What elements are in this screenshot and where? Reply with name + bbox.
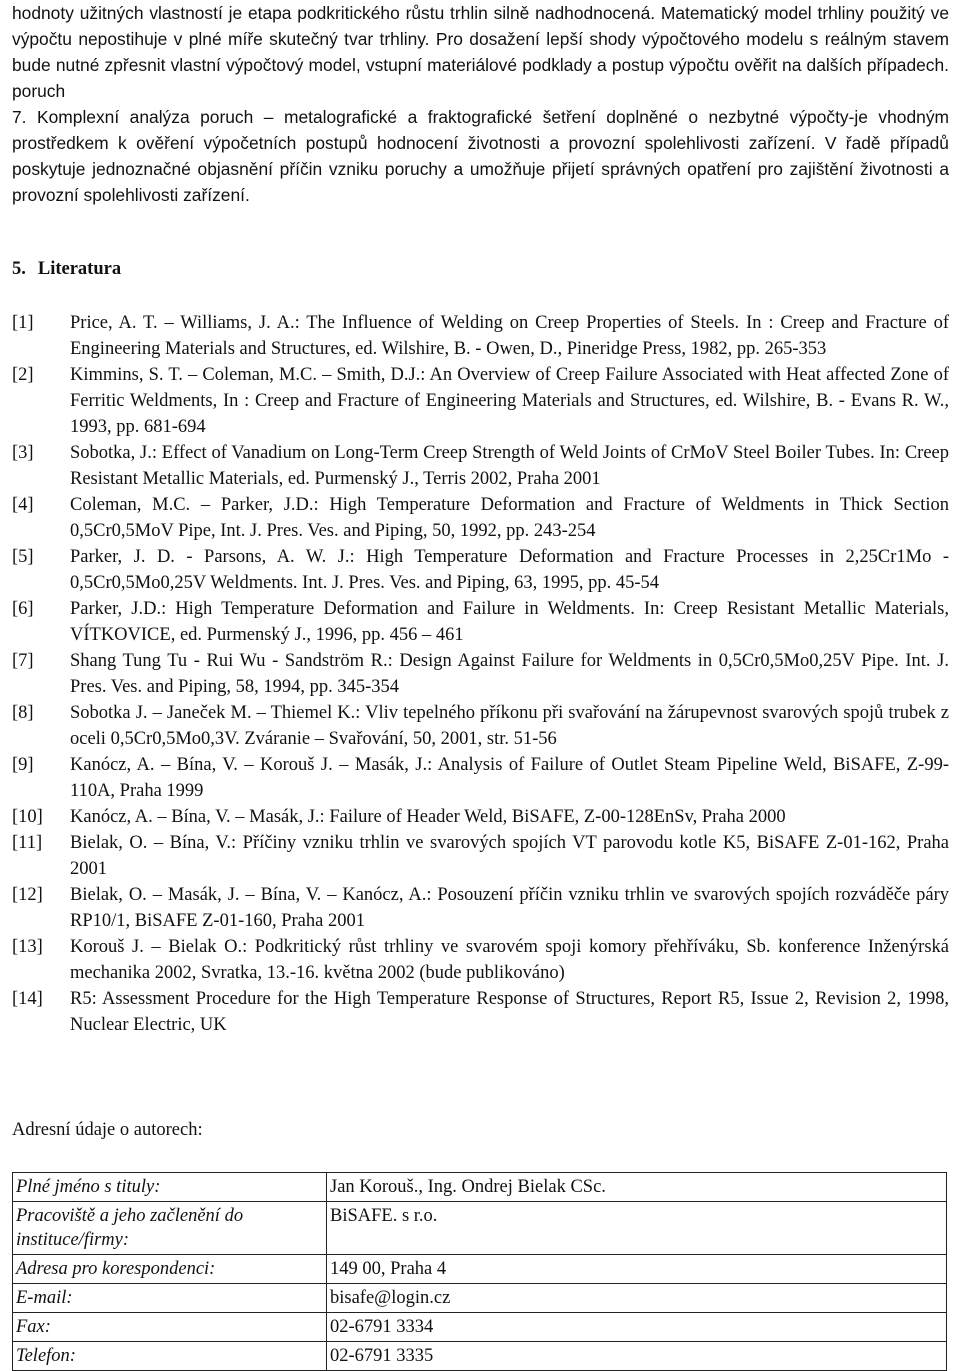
contact-value: Jan Korouš., Ing. Ondrej Bielak CSc. (327, 1173, 947, 1202)
reference-item (12, 362, 949, 440)
reference-text: Parker, J. D. - Parsons, A. W. J.: High Temperature Deformation and Fracture Processes in 2,25Cr1Mo - 0,5Cr0,5Mo0,25V Weldments. Int. J. Pres. Ves. and Piping, 63, 1995, pp. 45-54 (70, 547, 949, 593)
contact-value: 02-6791 3335 (327, 1342, 947, 1371)
contact-value: bisafe@login.cz (327, 1284, 947, 1313)
table-row (13, 1284, 947, 1313)
reference-number: [10] (12, 807, 43, 827)
reference-text: Price, A. T. – Williams, J. A.: The Influence of Welding on Creep Properties of Steels. In : Creep and Fracture of Engineering Materials and Structures, ed. Wilshire, B. - Owen, D., Pineridge Press, 1982, pp. 265-353 (70, 313, 949, 359)
reference-number: [5] (12, 547, 34, 567)
reference-text: Kanócz, A. – Bína, V. – Korouš J. – Masák, J.: Analysis of Failure of Outlet Steam Pipeline Weld, BiSAFE, Z-99-110A, Praha 1999 (70, 755, 949, 801)
reference-number: [14] (12, 989, 43, 1009)
intro-text (12, 0, 949, 208)
table-row (13, 1313, 947, 1342)
reference-item (12, 648, 949, 700)
reference-number: [4] (12, 495, 34, 515)
contact-value: BiSAFE. s r.o. (327, 1202, 947, 1255)
reference-text: Bielak, O. – Masák, J. – Bína, V. – Kanócz, A.: Posouzení příčin vzniku trhlin ve svarových spojích rozváděče páry RP10/1, BiSAFE Z-01-160, Praha 2001 (70, 885, 949, 931)
reference-text: Sobotka, J.: Effect of Vanadium on Long-Term Creep Strength of Weld Joints of CrMoV Steel Boiler Tubes. In: Creep Resistant Metallic Materials, ed. Purmenský J., Terris 2002, Praha 2001 (70, 443, 949, 489)
section-number: 5. (12, 259, 26, 279)
table-row (13, 1173, 947, 1202)
contact-label: Plné jméno s tituly: (13, 1173, 327, 1202)
intro-paragraph-2-lead: 7. Komplexní analýza poruch – metalografické a fraktografické šetření doplněné o nezbytné výpočty-je vhodným prostředkem k ověření výpočetních postupů hodnocení životnosti a provozní spolehlivosti zařízení. (12, 107, 949, 153)
reference-number: [3] (12, 443, 34, 463)
reference-item (12, 440, 949, 492)
contact-label: Adresa pro korespondenci: (13, 1255, 327, 1284)
reference-text: R5: Assessment Procedure for the High Temperature Response of Structures, Report R5, Issue 2, Revision 2, 1998, Nuclear Electric, UK (70, 989, 949, 1035)
table-row (13, 1202, 947, 1255)
section-title: Literatura (37, 259, 122, 279)
reference-item (12, 804, 949, 830)
table-row (13, 1255, 947, 1284)
reference-item (12, 752, 949, 804)
reference-item (12, 310, 949, 362)
reference-number: [9] (12, 755, 34, 775)
reference-number: [2] (12, 365, 34, 385)
reference-item (12, 882, 949, 934)
intro-paragraph-2-tail: V řadě případů poskytuje jednoznačné objasnění příčin vzniku poruchy a umožňuje přijetí správných opatření pro zajištění životnosti a provozní spolehlivosti zařízení. (12, 133, 949, 205)
reference-item (12, 830, 949, 882)
reference-number: [7] (12, 651, 34, 671)
reference-text: Shang Tung Tu - Rui Wu - Sandström R.: Design Against Failure for Weldments in 0,5Cr0,5Mo0,25V Pipe. Int. J. Pres. Ves. and Piping, 58, 1994, pp. 345-354 (70, 651, 949, 697)
reference-text: Sobotka J. – Janeček M. – Thiemel K.: Vliv tepelného příkonu při svařování na žárupevnost svarových spojů trubek z oceli 0,5Cr0,5Mo0,3V. Zváranie – Svařování, 50, 2001, str. 51-56 (70, 703, 949, 749)
table-row (13, 1342, 947, 1371)
contact-label: Telefon: (13, 1342, 327, 1371)
reference-number: [6] (12, 599, 34, 619)
reference-text: Parker, J.D.: High Temperature Deformation and Failure in Weldments. In: Creep Resistant Metallic Materials, VÍTKOVICE, ed. Purmenský J., 1996, pp. 456 – 461 (70, 599, 949, 645)
contact-label: Fax: (13, 1313, 327, 1342)
intro-paragraph-2 (12, 104, 949, 208)
reference-number: [8] (12, 703, 34, 723)
reference-item (12, 596, 949, 648)
address-heading: Adresní údaje o autorech: (12, 1120, 203, 1140)
reference-number: [1] (12, 313, 34, 333)
reference-item (12, 934, 949, 986)
reference-item (12, 492, 949, 544)
contact-value: 149 00, Praha 4 (327, 1255, 947, 1284)
contact-label: E-mail: (13, 1284, 327, 1313)
reference-item (12, 544, 949, 596)
reference-number: [13] (12, 937, 43, 957)
reference-number: [11] (12, 833, 43, 853)
reference-text: Bielak, O. – Bína, V.: Příčiny vzniku trhlin ve svarových spojích VT parovodu kotle K5, BiSAFE Z-01-162, Praha 2001 (70, 833, 949, 879)
reference-text: Coleman, M.C. – Parker, J.D.: High Temperature Deformation and Fracture of Weldments in Thick Section 0,5Cr0,5MoV Pipe, Int. J. Pres. Ves. and Piping, 50, 1992, pp. 243-254 (70, 495, 949, 541)
intro-paragraph-1: hodnoty užitných vlastností je etapa podkritického růstu trhlin silně nadhodnocená. Matematický model trhliny použitý ve výpočtu nepostihuje v plné míře skutečný tvar trhliny. Pro dosažení lepší shody výpočtového modelu s reálným stavem bude nutné zpřesnit vlastní výpočtový model, vstupní materiálové podklady a postup výpočtu ověřit na dalších případech. poruch (12, 3, 949, 101)
reference-number: [12] (12, 885, 43, 905)
reference-list (12, 310, 949, 1038)
reference-text: Korouš J. – Bielak O.: Podkritický růst trhliny ve svarovém spoji komory přehříváku, Sb. konference Inženýrská mechanika 2002, Svratka, 13.-16. května 2002 (bude publikováno) (70, 937, 949, 983)
document-page (12, 0, 949, 1366)
reference-item (12, 986, 949, 1038)
author-contact-table (12, 1172, 947, 1371)
section-heading (12, 259, 121, 280)
reference-item (12, 700, 949, 752)
contact-label: Pracoviště a jeho začlenění do instituce/firmy: (13, 1202, 327, 1255)
reference-text: Kanócz, A. – Bína, V. – Masák, J.: Failure of Header Weld, BiSAFE, Z-00-128EnSv, Praha 2000 (70, 807, 786, 827)
reference-text: Kimmins, S. T. – Coleman, M.C. – Smith, D.J.: An Overview of Creep Failure Associated with Heat affected Zone of Ferritic Weldments, In : Creep and Fracture of Engineering Materials and Structures, ed. Wilshire, B. - Evans R. W., 1993, pp. 681-694 (70, 365, 949, 437)
contact-value: 02-6791 3334 (327, 1313, 947, 1342)
